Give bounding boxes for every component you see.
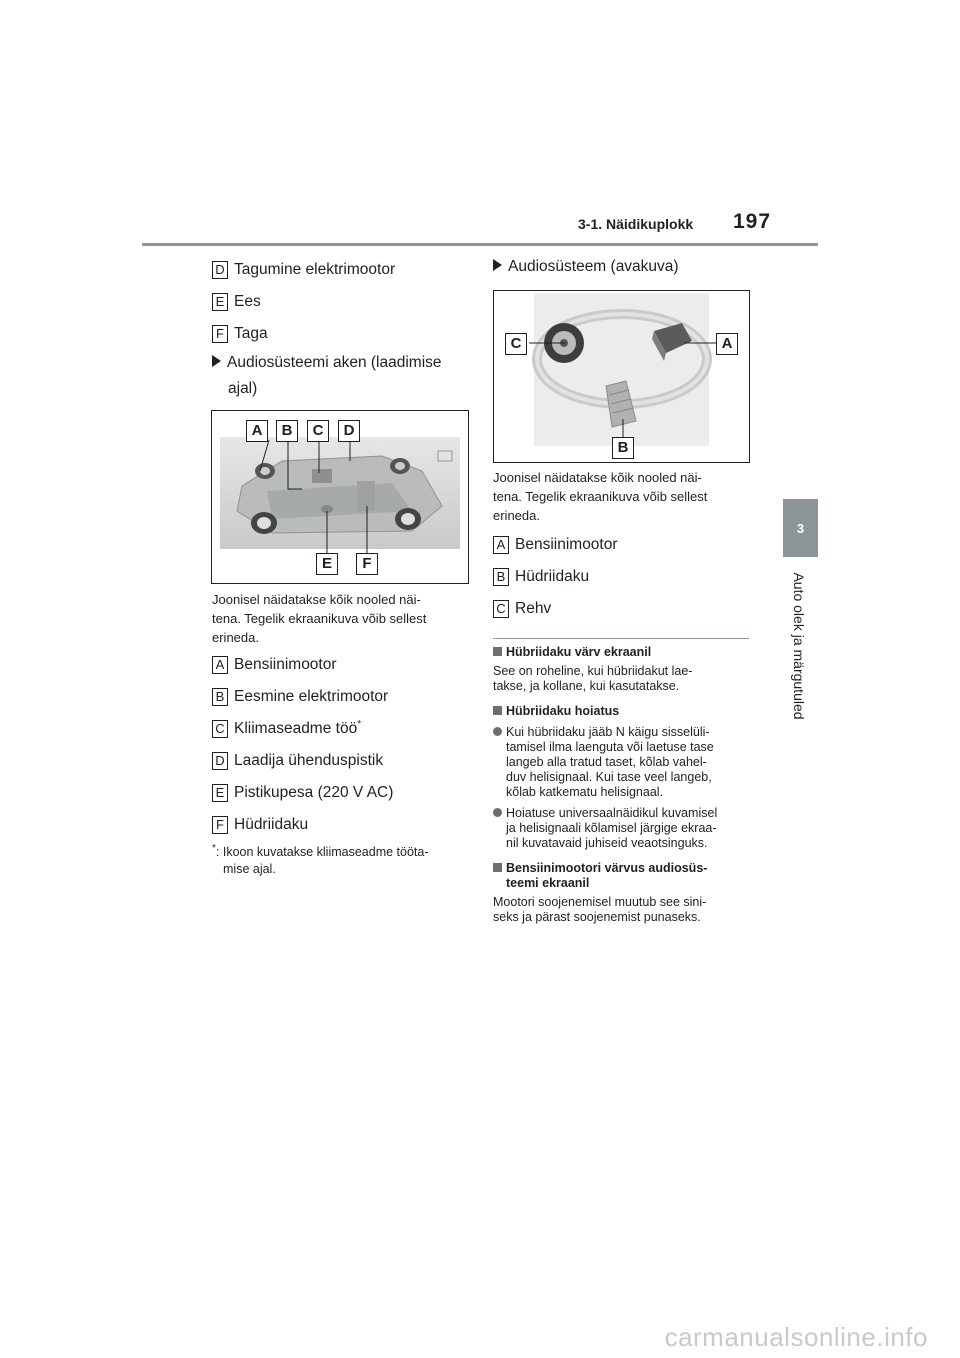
bullet-paragraph: Kui hübriidaku jääb N käigu sisselüli- tamisel ilma laenguta või laetuse tase langeb alla tratud taset, kõlab vahel- duv helisignaal. Kui tase veel langeb, kõlab katkematu helisignaal. [493, 725, 755, 800]
list-item [212, 259, 395, 281]
chapter-tab: 3 [783, 499, 818, 557]
list-item: A Bensiinimootor [493, 534, 618, 556]
letter-box: D [212, 261, 228, 279]
bullet-paragraph: Hoiatuse universaalnäidikul kuvamisel ja helisignaali kõlamisel järgige ekraa- nil kuvatavaid juhiseid veaotsinguks. [493, 806, 755, 851]
right-heading: Audiosüsteem (avakuva) [493, 256, 679, 278]
callout-b: B [612, 437, 634, 459]
letter-box: E [212, 784, 228, 802]
letter-box: E [212, 293, 228, 311]
list-item: B Hüdriidaku [493, 566, 618, 588]
callout-a: A [716, 333, 738, 355]
list-item: A Bensiinimootor [212, 654, 393, 676]
letter-box: B [493, 568, 509, 586]
letter-box: A [493, 536, 509, 554]
left-heading: Audiosüsteemi aken (laadimise ajal) [212, 352, 442, 400]
triangle-bullet-icon [212, 355, 221, 367]
list-item: C Rehv [493, 598, 618, 620]
item-text: Tagumine elektrimootor [234, 261, 396, 278]
audio-screen-figure [493, 290, 750, 463]
square-bullet-icon [493, 647, 502, 656]
list-item [212, 323, 395, 345]
watermark-text: carmanualsonline.info [664, 1322, 928, 1352]
section-title: 3-1. Näidikuplokk [578, 216, 694, 232]
callout-f: F [356, 553, 378, 575]
list-item: F Hüdriidaku [212, 814, 393, 836]
letter-box: B [212, 688, 228, 706]
left-figure-caption: Joonisel näidatakse kõik nooled näi- tena. Tegelik ekraanikuva võib sellest erineda. [212, 592, 427, 645]
letter-box: F [212, 325, 228, 343]
header-rule [142, 243, 818, 246]
callout-c: C [307, 420, 329, 442]
left-top-list [212, 259, 395, 345]
callout-d: D [338, 420, 360, 442]
letter-box: C [212, 720, 228, 738]
letter-box: F [212, 816, 228, 834]
section-heading: Bensiinimootori värvus audiosüs- teemi ekraanil [493, 861, 755, 891]
item-text: Taga [234, 325, 268, 342]
section-heading: Hübriidaku värv ekraanil [493, 645, 755, 660]
letter-box: D [212, 752, 228, 770]
round-bullet-icon [493, 808, 502, 817]
square-bullet-icon [493, 706, 502, 715]
triangle-bullet-icon [493, 259, 502, 271]
section-text: See on roheline, kui hübriidakut lae- takse, ja kollane, kui kasutatakse. [493, 664, 693, 693]
left-legend-list [212, 654, 393, 836]
letter-box: A [212, 656, 228, 674]
callout-b: B [276, 420, 298, 442]
page-number: 197 [733, 210, 772, 233]
section-text: Mootori soojenemisel muutub see sini- seks ja pärast soojenemist punaseks. [493, 895, 707, 924]
square-bullet-icon [493, 863, 502, 872]
footnote: *: Ikoon kuvatakse kliimaseadme tööta- mise ajal. [212, 843, 429, 877]
list-item: B Eesmine elektrimootor [212, 686, 393, 708]
list-item: D Laadija ühenduspistik [212, 750, 393, 772]
callout-c: C [505, 333, 527, 355]
section-heading: Hübriidaku hoiatus [493, 704, 755, 719]
letter-box: C [493, 600, 509, 618]
list-item: C Kliimaseadme töö* [212, 718, 393, 740]
footnote-marker: * [357, 719, 362, 731]
round-bullet-icon [493, 727, 502, 736]
callout-e: E [316, 553, 338, 575]
item-text: Ees [234, 293, 261, 310]
section-divider [493, 638, 749, 639]
info-sections [493, 645, 755, 925]
right-figure-caption: Joonisel näidatakse kõik nooled näi- tena. Tegelik ekraanikuva võib sellest erineda. [493, 470, 708, 523]
charging-screen-figure [211, 410, 469, 584]
right-legend-list [493, 534, 618, 620]
list-item: E Pistikupesa (220 V AC) [212, 782, 393, 804]
callout-a: A [246, 420, 268, 442]
chapter-label: Auto olek ja märgutuled [791, 572, 807, 720]
list-item [212, 291, 395, 313]
